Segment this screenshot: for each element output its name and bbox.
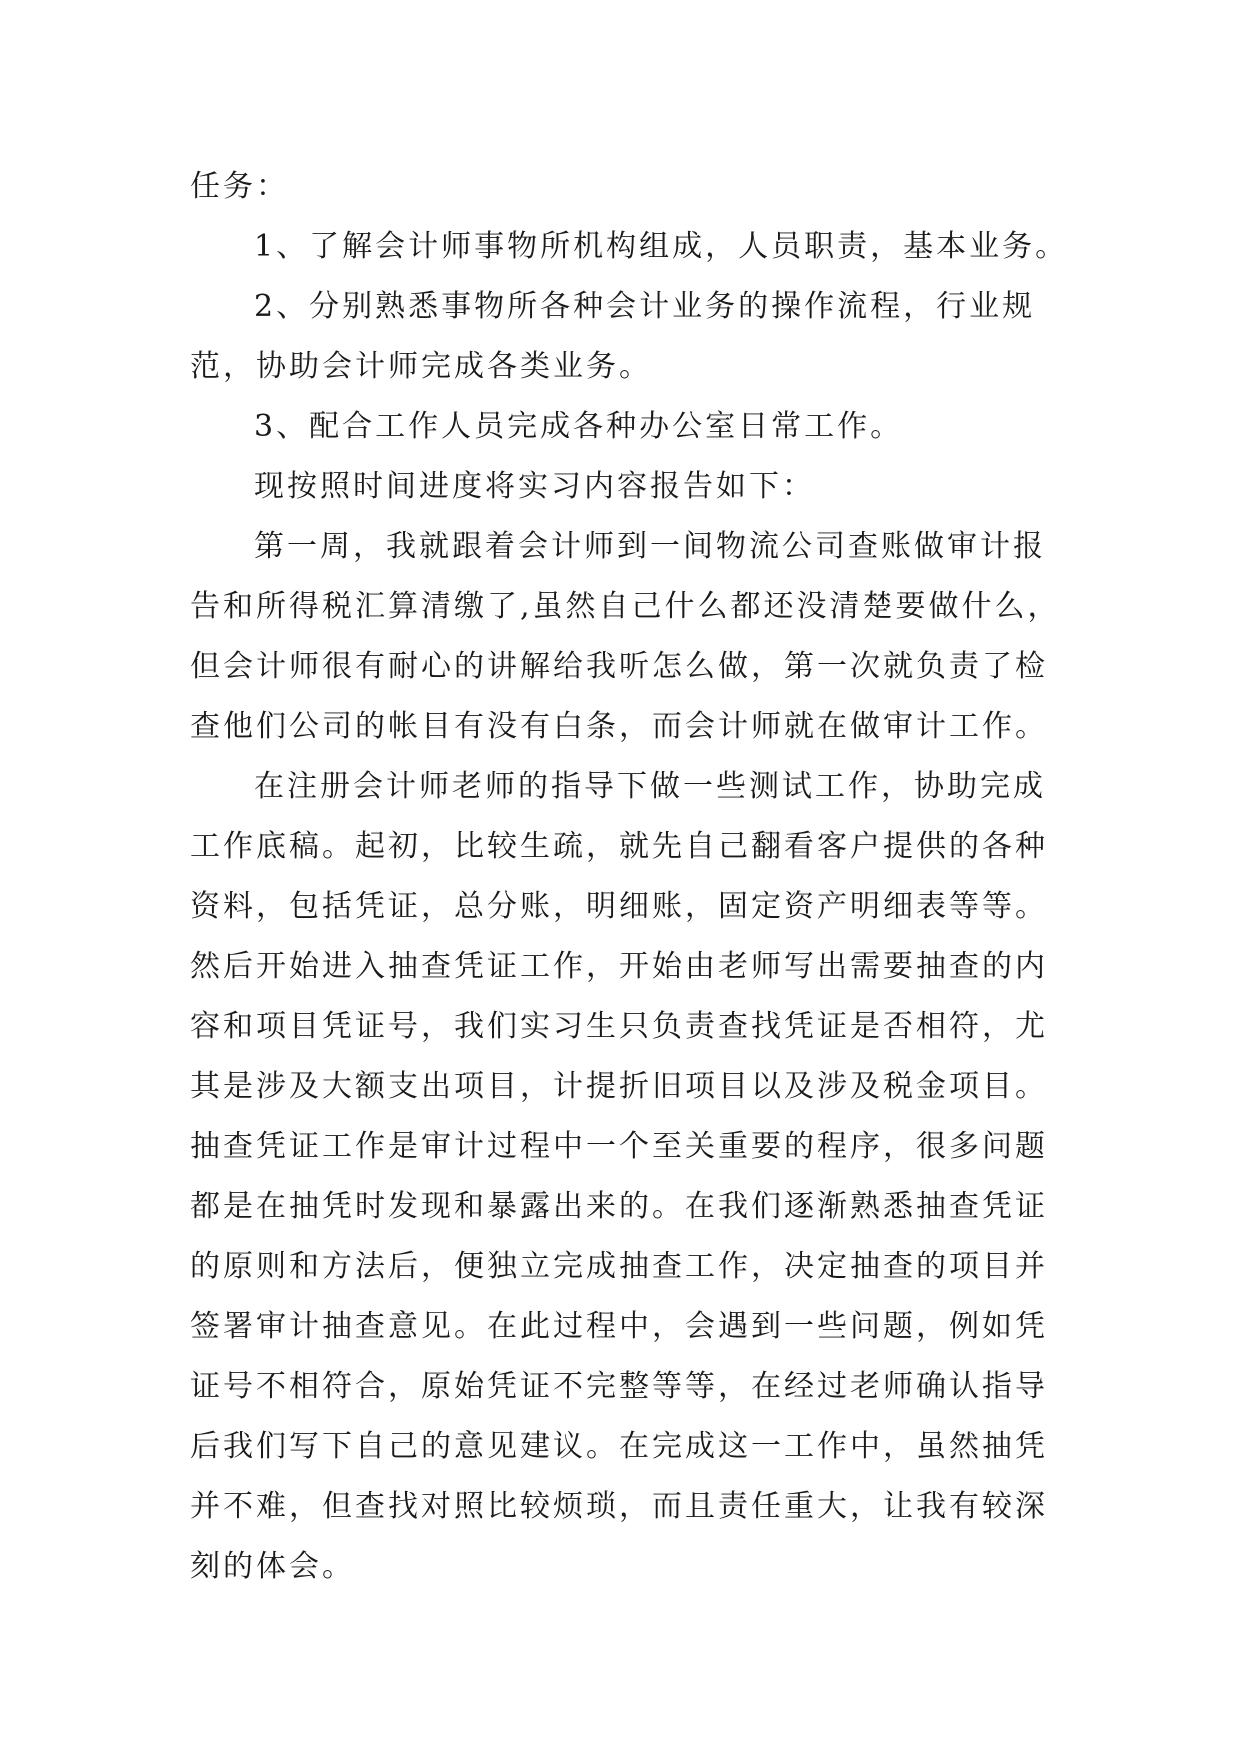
text-line: 3、配合工作人员完成各种办公室日常工作。 bbox=[254, 409, 904, 444]
text-line: 现按照时间进度将实习内容报告如下： bbox=[254, 469, 815, 504]
text-line: 工作底稿。起初，比较生疏，就先自己翻看客户提供的各种 bbox=[190, 829, 1048, 864]
text-line: 范，协助会计师完成各类业务。 bbox=[190, 349, 652, 384]
text-line: 并不难，但查找对照比较烦琐，而且责任重大，让我有较深 bbox=[190, 1489, 1048, 1524]
text-line: 2、分别熟悉事物所各种会计业务的操作流程，行业规 bbox=[254, 289, 1036, 324]
text-line: 签署审计抽查意见。在此过程中，会遇到一些问题，例如凭 bbox=[190, 1309, 1048, 1344]
text-line: 抽查凭证工作是审计过程中一个至关重要的程序，很多问题 bbox=[190, 1129, 1048, 1164]
text-line: 的原则和方法后，便独立完成抽查工作，决定抽查的项目并 bbox=[190, 1249, 1048, 1284]
text-line: 然后开始进入抽查凭证工作，开始由老师写出需要抽查的内 bbox=[190, 949, 1048, 984]
text-line: 都是在抽凭时发现和暴露出来的。在我们逐渐熟悉抽查凭证 bbox=[190, 1189, 1048, 1224]
text-line: 刻的体会。 bbox=[190, 1549, 355, 1584]
text-line: 告和所得税汇算清缴了,虽然自己什么都还没清楚要做什么， bbox=[190, 589, 1061, 624]
text-line: 任务： bbox=[190, 169, 289, 204]
text-line: 容和项目凭证号，我们实习生只负责查找凭证是否相符，尤 bbox=[190, 1009, 1048, 1044]
text-line: 1、了解会计师事物所机构组成，人员职责，基本业务。 bbox=[254, 229, 1069, 264]
text-line: 查他们公司的帐目有没有白条，而会计师就在做审计工作。 bbox=[190, 709, 1048, 744]
text-line: 其是涉及大额支出项目，计提折旧项目以及涉及税金项目。 bbox=[190, 1069, 1048, 1104]
text-line: 后我们写下自己的意见建议。在完成这一工作中，虽然抽凭 bbox=[190, 1429, 1048, 1464]
text-line: 证号不相符合，原始凭证不完整等等，在经过老师确认指导 bbox=[190, 1369, 1048, 1404]
document-body bbox=[190, 157, 1070, 1597]
text-line: 在注册会计师老师的指导下做一些测试工作，协助完成 bbox=[254, 769, 1046, 804]
text-line: 资料，包括凭证，总分账，明细账，固定资产明细表等等。 bbox=[190, 889, 1048, 924]
text-line: 但会计师很有耐心的讲解给我听怎么做，第一次就负责了检 bbox=[190, 649, 1048, 684]
text-line: 第一周，我就跟着会计师到一间物流公司查账做审计报 bbox=[254, 529, 1046, 564]
